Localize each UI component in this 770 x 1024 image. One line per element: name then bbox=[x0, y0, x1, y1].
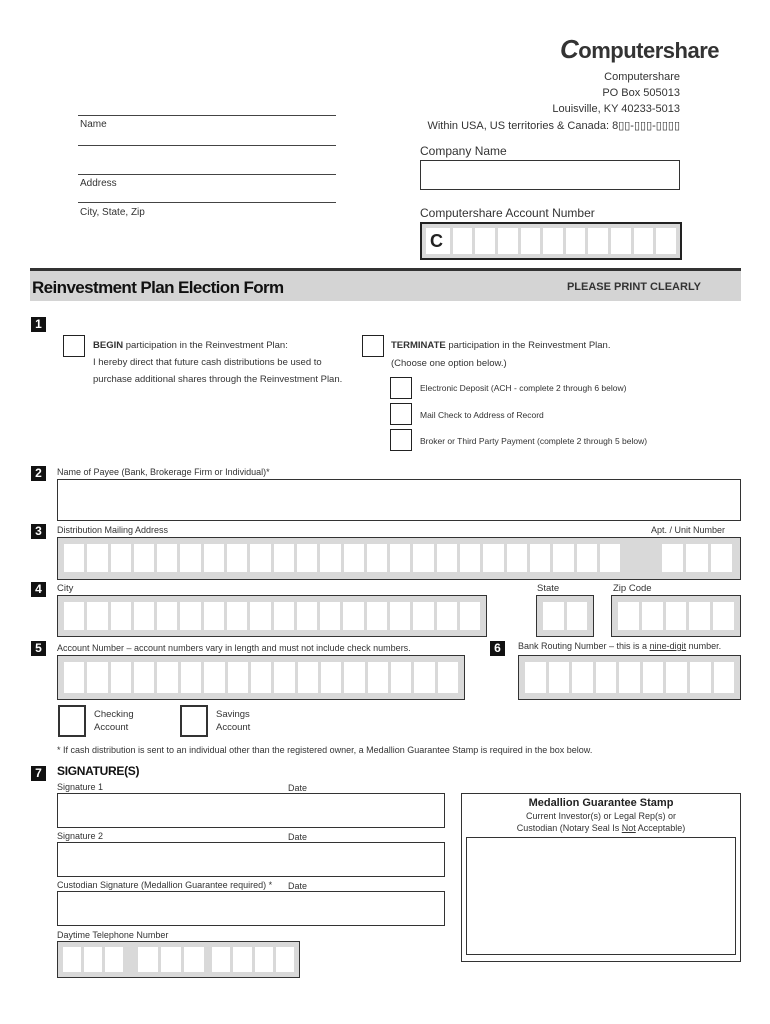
custodian-signature-label: Custodian Signature (Medallion Guarantee required) * bbox=[57, 880, 273, 890]
address-line-4: Within USA, US territories & Canada: 8▯▯-▯▯▯-▯▯▯▯ bbox=[427, 120, 680, 132]
city-state-zip-label: City, State, Zip bbox=[80, 207, 145, 218]
section-1-number: 1 bbox=[31, 317, 46, 332]
name-line[interactable] bbox=[78, 115, 336, 116]
checking-label-2: Account bbox=[94, 722, 129, 733]
signatures-title: SIGNATURE(S) bbox=[57, 764, 140, 778]
payee-name-field[interactable] bbox=[57, 479, 741, 521]
account-cell[interactable] bbox=[656, 228, 676, 254]
custodian-date-label: Date bbox=[288, 881, 308, 891]
form-title: Reinvestment Plan Election Form bbox=[32, 278, 284, 297]
custodian-signature-field[interactable] bbox=[57, 891, 445, 926]
account-number-label: Computershare Account Number bbox=[420, 206, 595, 220]
medallion-stamp-area[interactable] bbox=[466, 837, 736, 955]
name-label: Name bbox=[80, 119, 107, 130]
account-cell[interactable] bbox=[611, 228, 631, 254]
daytime-phone-field[interactable] bbox=[57, 941, 300, 978]
city-field[interactable] bbox=[57, 595, 487, 637]
section-7-number: 7 bbox=[31, 766, 46, 781]
terminate-checkbox[interactable] bbox=[362, 335, 384, 357]
state-field[interactable] bbox=[536, 595, 594, 637]
address-line-2: PO Box 505013 bbox=[602, 87, 680, 99]
medallion-stamp-panel bbox=[461, 793, 741, 962]
apt-unit-cells[interactable] bbox=[662, 544, 732, 572]
terminate-line-1: TERMINATE participation in the Reinvestment Plan. bbox=[391, 340, 611, 351]
signature-2-label: Signature 2 bbox=[57, 831, 104, 841]
begin-line-2: I hereby direct that future cash distributions be used to bbox=[93, 357, 322, 368]
mail-check-checkbox[interactable] bbox=[390, 403, 412, 425]
section-4-number: 4 bbox=[31, 582, 46, 597]
account-cell[interactable] bbox=[588, 228, 608, 254]
section-2-number: 2 bbox=[31, 466, 46, 481]
begin-line-1: BEGIN participation in the Reinvestment Plan: bbox=[93, 340, 288, 351]
account-cell[interactable] bbox=[543, 228, 563, 254]
mailing-address-field[interactable] bbox=[57, 537, 741, 580]
signature-1-date-label: Date bbox=[288, 783, 308, 793]
address-line[interactable] bbox=[78, 174, 336, 175]
city-state-zip-line[interactable] bbox=[78, 202, 336, 203]
address-label: Address bbox=[80, 178, 117, 189]
checking-account-checkbox[interactable] bbox=[58, 705, 86, 737]
company-name-label: Company Name bbox=[420, 144, 507, 158]
savings-label-2: Account bbox=[216, 722, 251, 733]
apt-unit-label: Apt. / Unit Number bbox=[650, 525, 725, 535]
section-6-number: 6 bbox=[490, 641, 505, 656]
account-cell[interactable] bbox=[475, 228, 495, 254]
zip-code-label: Zip Code bbox=[613, 583, 652, 594]
payee-name-label: Name of Payee (Bank, Brokerage Firm or Individual)* bbox=[57, 467, 270, 477]
address-line-3: Louisville, KY 40233-5013 bbox=[552, 103, 680, 115]
city-label: City bbox=[57, 583, 74, 594]
account-cell[interactable] bbox=[634, 228, 654, 254]
zip-code-field[interactable] bbox=[611, 595, 741, 637]
checking-label-1: Checking bbox=[94, 709, 134, 720]
routing-number-field[interactable] bbox=[518, 655, 741, 700]
begin-line-3: purchase additional shares through the Reinvestment Plan. bbox=[93, 374, 343, 385]
account-cell[interactable] bbox=[453, 228, 473, 254]
address-line-1: Computershare bbox=[604, 71, 680, 83]
savings-label-1: Savings bbox=[216, 709, 250, 720]
logo-c-icon: C bbox=[560, 34, 579, 64]
state-label: State bbox=[537, 583, 560, 594]
bank-account-number-field[interactable] bbox=[57, 655, 465, 700]
signature-1-field[interactable] bbox=[57, 793, 445, 828]
name-line-2[interactable] bbox=[78, 145, 336, 146]
print-clearly-note: PLEASE PRINT CLEARLY bbox=[566, 281, 701, 293]
signature-2-date-label: Date bbox=[288, 832, 308, 842]
section-5-number: 5 bbox=[31, 641, 46, 656]
routing-number-label: Bank Routing Number – this is a nine-digit number. bbox=[518, 641, 722, 651]
signature-1-label: Signature 1 bbox=[57, 782, 104, 792]
account-prefix-cell: C bbox=[426, 228, 450, 254]
medallion-footnote: * If cash distribution is sent to an individual other than the registered owner, a Medallion Guarantee Stamp is required in the box below. bbox=[57, 745, 593, 755]
medallion-line-1: Current Investor(s) or Legal Rep(s) or bbox=[525, 811, 677, 821]
electronic-deposit-checkbox[interactable] bbox=[390, 377, 412, 399]
broker-payment-label: Broker or Third Party Payment (complete 2 through 5 below) bbox=[420, 436, 648, 446]
section-3-number: 3 bbox=[31, 524, 46, 539]
account-number-field[interactable] bbox=[420, 222, 682, 260]
broker-payment-checkbox[interactable] bbox=[390, 429, 412, 451]
account-cell[interactable] bbox=[566, 228, 586, 254]
medallion-line-2: Custodian (Notary Seal Is Not Acceptable) bbox=[516, 823, 686, 833]
begin-checkbox[interactable] bbox=[63, 335, 85, 357]
company-name-field[interactable] bbox=[420, 160, 680, 190]
medallion-title: Medallion Guarantee Stamp bbox=[528, 797, 674, 809]
electronic-deposit-label: Electronic Deposit (ACH - complete 2 through 6 below) bbox=[420, 383, 627, 393]
account-cell[interactable] bbox=[498, 228, 518, 254]
form-title-banner bbox=[30, 268, 741, 301]
mailing-address-label: Distribution Mailing Address bbox=[57, 525, 169, 535]
savings-account-checkbox[interactable] bbox=[180, 705, 208, 737]
computershare-logo: Computershare bbox=[560, 34, 719, 64]
mail-check-label: Mail Check to Address of Record bbox=[420, 410, 544, 420]
account-number-instructions: Account Number – account numbers vary in length and must not include check numbers. bbox=[57, 643, 411, 653]
terminate-line-2: (Choose one option below.) bbox=[391, 358, 507, 369]
signature-2-field[interactable] bbox=[57, 842, 445, 877]
daytime-phone-label: Daytime Telephone Number bbox=[57, 930, 169, 940]
account-cell[interactable] bbox=[521, 228, 541, 254]
